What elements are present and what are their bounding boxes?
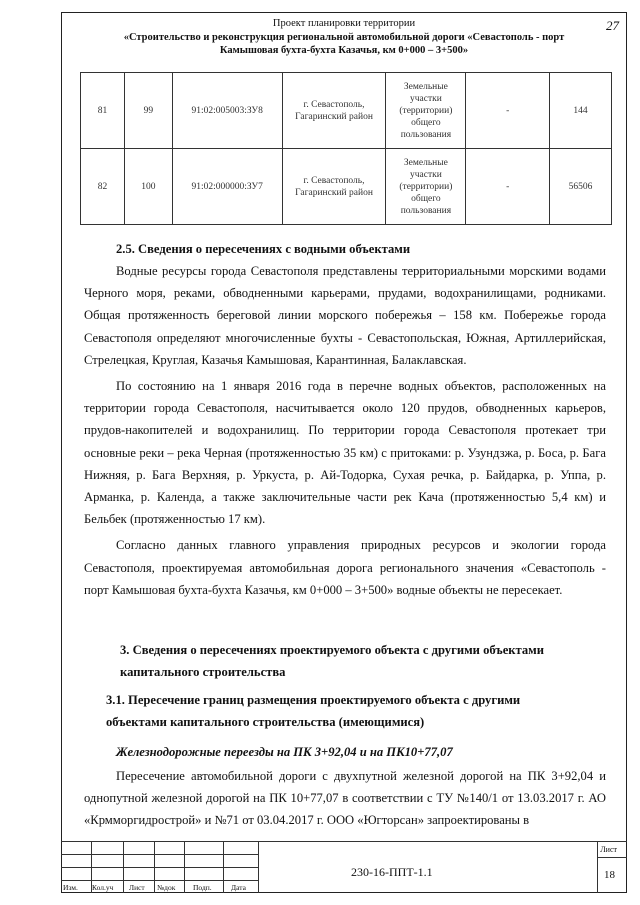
table-cell-dash: -	[466, 149, 550, 225]
paragraph: Согласно данных главного управления природных ресурсов и экологии города Севастополя, проектируемая автомобильная дорога регионального значения «Севастополь - порт Камышовая бухта-бухта Казачья, км 0+000 – 3+500» водные объекты не пересекает.	[84, 538, 606, 597]
title-block	[61, 841, 627, 893]
sheet-label: Лист	[600, 845, 617, 854]
stamp-label-change: Изм.	[63, 883, 78, 892]
table-cell-number: 81	[81, 73, 125, 149]
stamp-label-count: Кол.уч	[92, 883, 114, 892]
header-road-title-line1: «Строительство и реконструкция региональной автомобильной дороги «Севастополь - порт	[123, 32, 565, 43]
paragraph: Водные ресурсы города Севастополя представлены территориальными морскими водами Черного моря, реками, обводненными карьерами, прудами, водохранилищами, родниками. Общая протяженность береговой линии морского побережья – 158 км. Побережье города Севастополя определяют многочисленные бухты - Севастопольская, Южная, Артиллерийская, Стрелецкая, Круглая, Казачья Камышовая, Карантинная, Балаклавская.	[84, 264, 606, 367]
table-cell-index: 100	[124, 149, 172, 225]
table-cell-address: г. Севастополь, Гагаринский район	[282, 73, 386, 149]
table-cell-cadastral: 91:02:000000:ЗУ7	[172, 149, 282, 225]
page-number-top: 27	[606, 18, 619, 33]
table-cell-index: 99	[124, 73, 172, 149]
table-cell-use: Земельные участки (территории) общего пользования	[386, 73, 466, 149]
table-cell-use: Земельные участки (территории) общего пользования	[386, 149, 466, 225]
paragraph: Пересечение автомобильной дороги с двухпутной железной дорогой на ПК 3+92,04 и однопутной железной дорогой на ПК 10+77,07 в соответствии с ТУ №140/1 от 13.03.2017 г. АО «Крмморгидрострой» и №71 от 03.04.2017 г. ООО «Югторсан» запроектированы в	[84, 769, 606, 828]
table-cell-number: 82	[81, 149, 125, 225]
land-plots-table	[80, 72, 612, 225]
subsection-title: Железнодорожные переезды на ПК 3+92,04 и на ПК10+77,07	[116, 745, 453, 759]
subsection-body	[84, 765, 606, 832]
document-code: 230-16-ППТ-1.1	[351, 865, 433, 879]
header-project-title: Проект планировки территории	[272, 18, 416, 29]
table-row	[81, 149, 612, 225]
table-cell-dash: -	[466, 73, 550, 149]
paragraph: По состоянию на 1 января 2016 года в перечне водных объектов, расположенных на территории города Севастополя, насчитывается около 120 прудов, обводненных карьеров, прудов-накопителей и водохранилищ. По территории города Севастополя протекает три основные реки – река Черная (протяженностью 35 км) с притоками: р. Узундзжа, р. Боса, р. Бага Нижняя, р. Бага Верхняя, р. Уркуста, р. Ай-Тодорка, Сухая речка, р. Байдарка, р. Уппа, р. Арманка, р. Календа, а также заключительные части рек Кача (протяженностью 5,4 км) и Бельбек (протяженностью 17 км).	[84, 379, 606, 527]
section-3-1-title: 3.1. Пересечение границ размещения проектируемого объекта с другими объектами капитального строительства (имеющимися)	[106, 693, 521, 730]
stamp-label-doc: №док	[157, 883, 176, 892]
table-row	[81, 73, 612, 149]
sheet-number: 18	[604, 869, 615, 881]
stamp-label-date: Дата	[231, 883, 246, 892]
table-cell-area: 56506	[550, 149, 612, 225]
section-3-title: 3. Сведения о пересечениях проектируемого объекта с другими объектами капитального строительства	[120, 643, 545, 680]
section-2-5-body	[84, 260, 606, 601]
table-cell-area: 144	[550, 73, 612, 149]
stamp-label-sheet: Лист	[129, 883, 145, 892]
table-cell-address: г. Севастополь, Гагаринский район	[282, 149, 386, 225]
table-cell-cadastral: 91:02:005003:ЗУ8	[172, 73, 282, 149]
header-road-title-line2: Камышовая бухта-бухта Казачья, км 0+000 – 3+500»	[219, 45, 469, 56]
section-2-5-title: 2.5. Сведения о пересечениях с водными объектами	[116, 242, 411, 256]
header-road-title	[61, 31, 627, 57]
stamp-label-sign: Подп.	[193, 883, 212, 892]
